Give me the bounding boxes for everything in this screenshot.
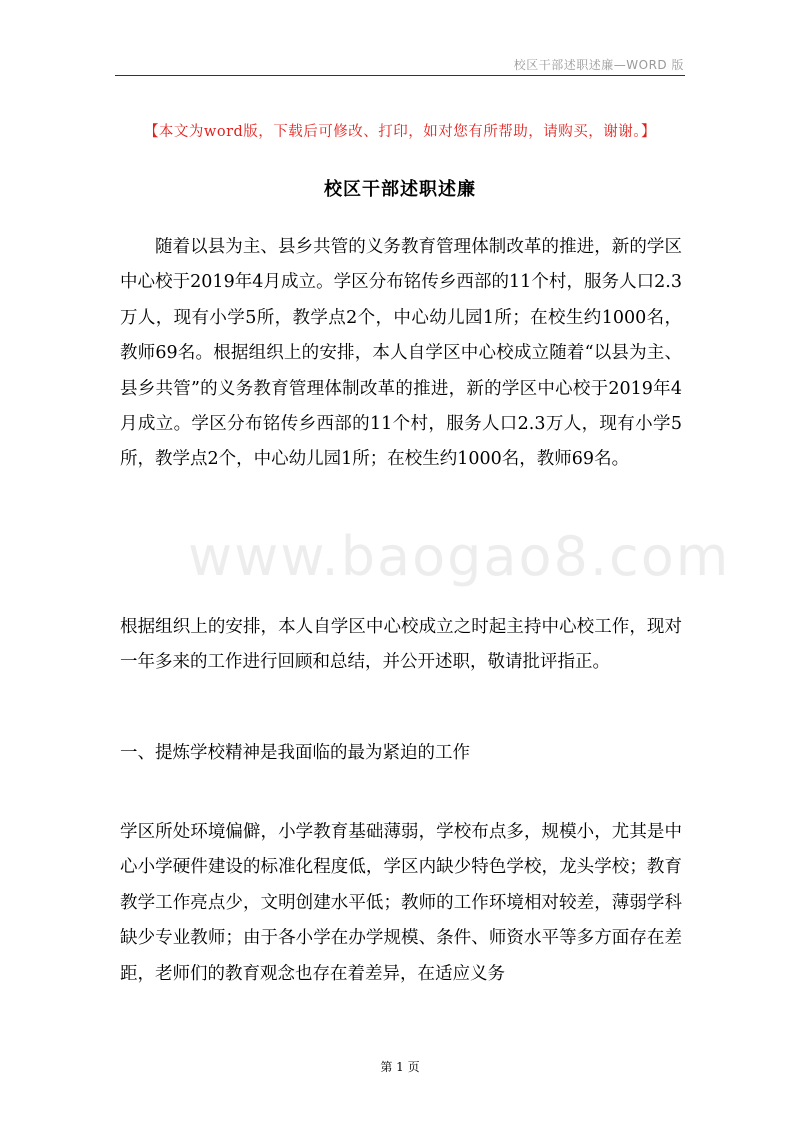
header-divider <box>115 75 685 76</box>
page-number: 第 1 页 <box>380 1060 420 1074</box>
document-title: 校区干部述职述廉 <box>324 179 476 200</box>
paragraph-intro: 随着以县为主、县乡共管的义务教育管理体制改革的推进，新的学区中心校于2019年4月成立。学区分布铭传乡西部的11个村，服务人口2.3万人，现有小学5所，教学点2个，中心幼儿园1所；在校生约1000名，教师69名。根据组织上的安排，本人自学区中心校成立随着“以县为主、县乡共管”的义务教育管理体制改革的推进，新的学区中心校于2019年4月成立。学区分布铭传乡西部的11个村，服务人口2.3万人，现有小学5所，教学点2个，中心幼儿园1所；在校生约1000名，教师69名。 <box>120 237 682 470</box>
header-title: 校区干部述职述廉—WORD 版 <box>513 58 684 72</box>
paragraph-environment: 学区所处环境偏僻，小学教育基础薄弱，学校布点多，规模小，尤其是中心小学硬件建设的标准化程度低，学区内缺少特色学校，龙头学校；教育教学工作亮点少，文明创建水平低；教师的工作环境相对较差，薄弱学科缺少专业教师；由于各小学在办学规模、条件、师资水平等多方面存在差距，老师们的教育观念也存在着差异，在适应义务 <box>120 822 682 984</box>
purchase-notice: 【本文为word版，下载后可修改、打印，如对您有所帮助，请购买，谢谢。】 <box>143 124 657 140</box>
section-heading: 一、提炼学校精神是我面临的最为紧迫的工作 <box>120 743 470 763</box>
watermark: www.baogao8.com <box>188 525 731 588</box>
paragraph-arrangement: 根据组织上的安排，本人自学区中心校成立之时起主持中心校工作，现对一年多来的工作进行回顾和总结，并公开述职，敬请批评指正。 <box>120 617 682 673</box>
